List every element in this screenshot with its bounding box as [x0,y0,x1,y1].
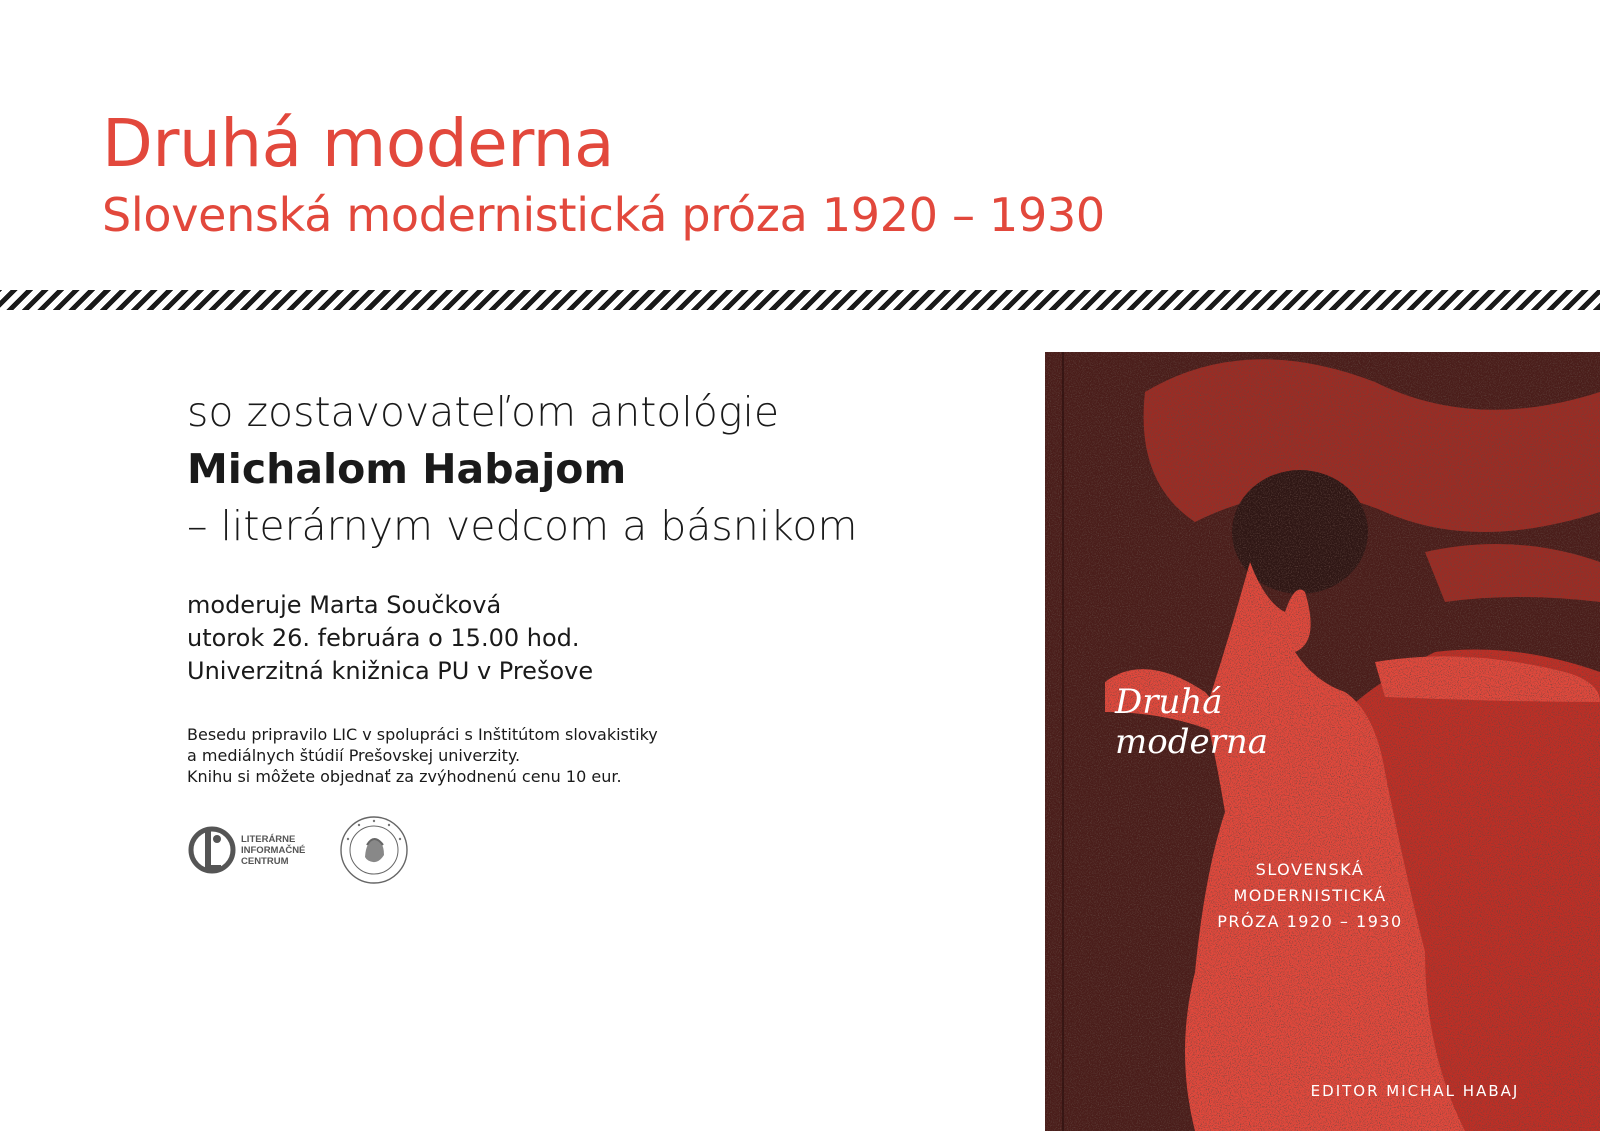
event-title: Druhá moderna [102,105,614,182]
university-seal-icon [339,815,409,885]
lic-text-line: LITERÁRNE [241,833,296,845]
book-subtitle-line: MODERNISTICKÁ [1233,886,1387,905]
book-subtitle-line: SLOVENSKÁ [1255,860,1365,879]
venue-line: Univerzitná knižnica PU v Prešove [187,657,594,685]
credit-line: Knihu si môžete objednať za zvýhodnenú cenu 10 eur. [187,767,622,786]
partner-logos [187,815,409,885]
book-subtitle-line: PRÓZA 1920 – 1930 [1217,912,1403,931]
lic-monogram-icon [187,825,237,875]
lic-logo [187,825,305,875]
lic-text-line: INFORMAČNÉ [241,844,306,856]
credits [187,724,857,787]
book-cover [1045,352,1600,1131]
guest-name: Michalom Habajom [187,445,627,493]
credit-line: Besedu pripravilo LIC v spolupráci s Inštitútom slovakistiky [187,725,658,744]
book-editor: EDITOR MICHAL HABAJ [1310,1082,1520,1100]
event-info [187,384,857,787]
datetime-line: utorok 26. februára o 15.00 hod. [187,624,580,652]
event-subtitle: Slovenská modernistická próza 1920 – 1930 [102,187,1105,242]
book-subtitle [1195,857,1425,935]
hatched-divider [0,290,1600,310]
credit-line: a mediálnych štúdií Prešovskej univerzity. [187,746,521,765]
book-title: Druhá moderna [1115,682,1269,762]
lic-wordmark [241,834,305,867]
intro-line: so zostavovateľom antológie [187,388,780,436]
guest-role: – literárnym vedcom a básnikom [187,502,858,550]
lic-text-line: CENTRUM [241,855,289,867]
event-details [187,589,857,688]
event-title-block [102,105,1105,242]
moderator-line: moderuje Marta Součková [187,591,502,619]
